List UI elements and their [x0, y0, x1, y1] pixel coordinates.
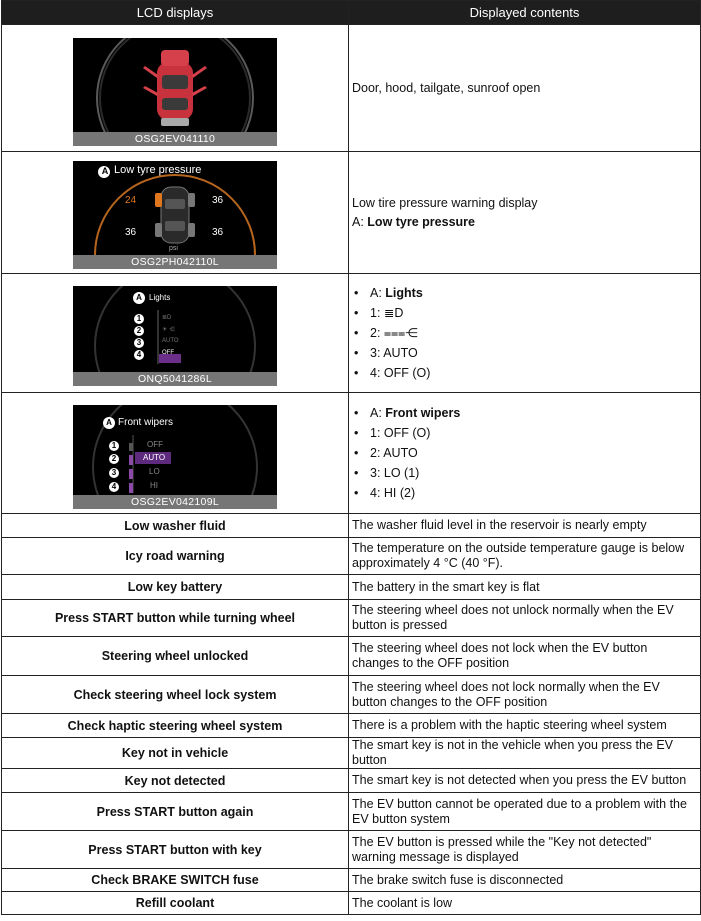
marker-3: 3 — [111, 468, 117, 477]
message-label: Check haptic steering wheel system — [2, 714, 349, 738]
lcd-screenshot-lights — [73, 286, 277, 386]
wipers-display — [73, 405, 277, 495]
message-description: The washer fluid level in the reservoir is nearly empty — [349, 514, 701, 538]
option-4: HI — [150, 481, 158, 490]
marker-2: 2 — [136, 326, 142, 335]
header-lcd-displays: LCD displays — [2, 1, 349, 25]
pressure-rr: 36 — [212, 227, 224, 238]
message-description: The battery in the smart key is flat — [349, 575, 701, 600]
marker-a: A — [101, 166, 109, 176]
image-code: ONQ5041286L — [73, 372, 277, 386]
message-description: The steering wheel does not unlock normally when the EV button is pressed — [349, 600, 701, 637]
table-row — [2, 25, 701, 152]
message-description: The coolant is low — [349, 892, 701, 915]
marker-a: A — [136, 293, 142, 302]
content-line: Low tire pressure warning display — [352, 195, 538, 210]
table-row — [2, 600, 701, 637]
message-label: Check BRAKE SWITCH fuse — [2, 869, 349, 892]
content-cell — [349, 393, 701, 514]
table-row — [2, 831, 701, 869]
image-code: OSG2EV042109L — [73, 495, 277, 509]
table-row — [2, 514, 701, 538]
marker-4: 4 — [136, 350, 142, 359]
message-description: The temperature on the outside temperature gauge is below approximately 4 °C (40 °F). — [349, 538, 701, 575]
car-top-view-icon — [143, 50, 207, 126]
lcd-image-cell — [2, 25, 349, 152]
table-row — [2, 274, 701, 393]
list-item: • 2: ⩶⋲ — [370, 323, 697, 343]
option-3: AUTO — [162, 338, 179, 344]
table-row — [2, 738, 701, 769]
table-row — [2, 869, 701, 892]
wipers-item-list — [352, 403, 697, 503]
header-displayed-contents: Displayed contents — [349, 1, 701, 25]
option-1: OFF — [147, 440, 163, 449]
table-row — [2, 152, 701, 274]
lights-item-list — [352, 283, 697, 383]
table-header-row — [2, 1, 701, 25]
option-4: OFF — [162, 350, 174, 356]
marker-3: 3 — [136, 338, 142, 347]
message-label: Low washer fluid — [2, 514, 349, 538]
lcd-screenshot-door — [73, 38, 277, 146]
screen-title: Low tyre pressure — [114, 164, 202, 176]
message-label: Low key battery — [2, 575, 349, 600]
table-row — [2, 676, 701, 714]
marker-4: 4 — [111, 482, 117, 491]
content-cell — [349, 274, 701, 393]
lcd-screenshot-wipers — [73, 405, 277, 509]
image-code: OSG2PH042110L — [73, 255, 277, 269]
content-line — [352, 213, 697, 232]
content-cell — [349, 152, 701, 274]
list-item: • 4: HI (2) — [370, 483, 697, 503]
message-description: The EV button cannot be operated due to a problem with the EV button system — [349, 793, 701, 831]
car-tyre-icon — [155, 187, 195, 243]
list-item: • 4: OFF (O) — [370, 363, 697, 383]
pressure-fl: 24 — [125, 195, 137, 206]
message-label: Press START button again — [2, 793, 349, 831]
message-label: Press START button with key — [2, 831, 349, 869]
message-label: Key not in vehicle — [2, 738, 349, 769]
option-1: ≣D — [162, 315, 172, 321]
lcd-image-cell — [2, 274, 349, 393]
content-cell — [349, 25, 701, 152]
content-prefix: A: — [352, 214, 368, 229]
lcd-image-cell — [2, 152, 349, 274]
lcd-messages-table — [1, 0, 701, 915]
option-3: LO — [149, 467, 160, 476]
content-bold: Low tyre pressure — [367, 214, 475, 229]
table-row — [2, 769, 701, 793]
screen-title: Lights — [149, 293, 171, 302]
list-item: • 3: AUTO — [370, 343, 697, 363]
message-description: The smart key is not detected when you press the EV button — [349, 769, 701, 793]
table-row — [2, 892, 701, 915]
list-item: • A: Front wipers — [370, 403, 697, 423]
message-label: Steering wheel unlocked — [2, 637, 349, 676]
position-light-icon: ⩶⋲ — [383, 326, 418, 340]
pressure-fr: 36 — [212, 195, 224, 206]
message-description: The EV button is pressed while the "Key not detected" warning message is displayed — [349, 831, 701, 869]
table-row — [2, 575, 701, 600]
option-2: ☀ ⋲ — [162, 327, 176, 333]
screen-title: Front wipers — [118, 417, 174, 428]
message-label: Key not detected — [2, 769, 349, 793]
lcd-image-cell — [2, 393, 349, 514]
table-row — [2, 637, 701, 676]
marker-a: A — [106, 418, 112, 427]
message-description: The smart key is not in the vehicle when you press the EV button — [349, 738, 701, 769]
pressure-rl: 36 — [125, 227, 137, 238]
option-2: AUTO — [143, 453, 166, 462]
list-item: • 1: ≣D — [370, 303, 697, 323]
message-label: Refill coolant — [2, 892, 349, 915]
headlight-icon: ≣D — [383, 306, 404, 320]
message-description: The steering wheel does not lock when the EV button changes to the OFF position — [349, 637, 701, 676]
message-description: There is a problem with the haptic steering wheel system — [349, 714, 701, 738]
message-label: Check steering wheel lock system — [2, 676, 349, 714]
table-row — [2, 714, 701, 738]
message-label: Press START button while turning wheel — [2, 600, 349, 637]
marker-2: 2 — [111, 454, 117, 463]
table-row — [2, 538, 701, 575]
list-item: • A: Lights — [370, 283, 697, 303]
door-open-display — [73, 38, 277, 132]
content-text: Door, hood, tailgate, sunroof open — [352, 80, 541, 95]
marker-1: 1 — [111, 441, 117, 450]
pressure-unit: psi — [169, 245, 178, 252]
message-description: The steering wheel does not lock normally when the EV button changes to the OFF position — [349, 676, 701, 714]
table-row — [2, 793, 701, 831]
message-label: Icy road warning — [2, 538, 349, 575]
list-item: • 2: AUTO — [370, 443, 697, 463]
list-item: • 3: LO (1) — [370, 463, 697, 483]
table-row — [2, 393, 701, 514]
image-code: OSG2EV041110 — [73, 132, 277, 146]
marker-1: 1 — [136, 314, 142, 323]
message-description: The brake switch fuse is disconnected — [349, 869, 701, 892]
list-item: • 1: OFF (O) — [370, 423, 697, 443]
lcd-screenshot-tyre — [73, 161, 277, 269]
